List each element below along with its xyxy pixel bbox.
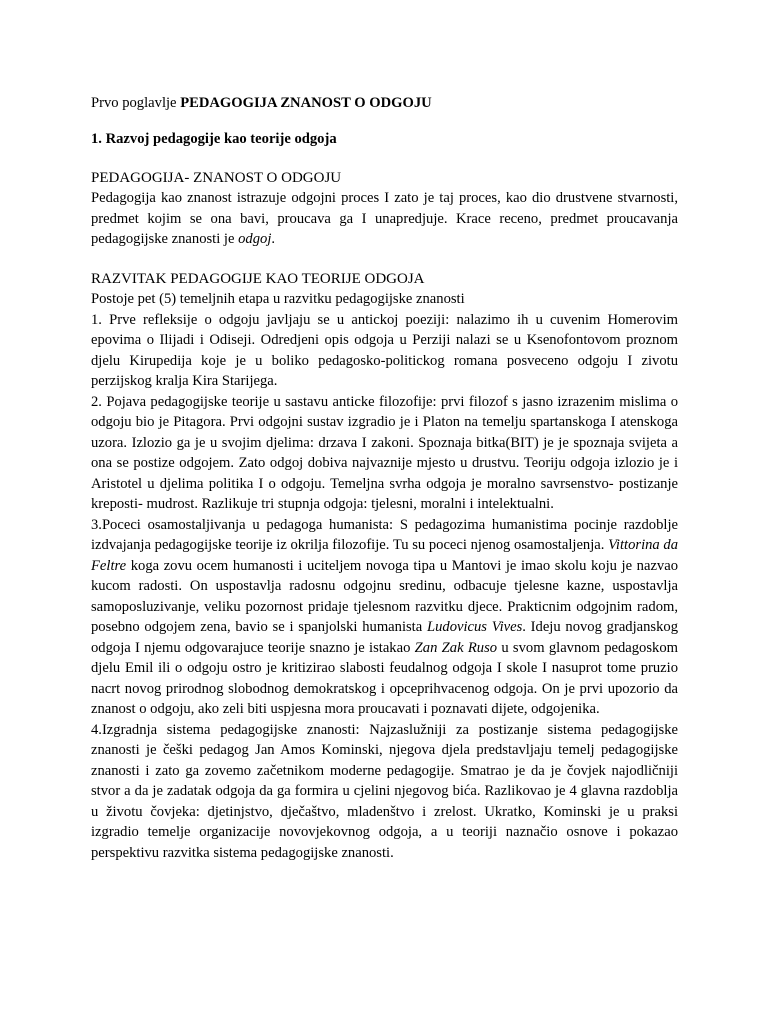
section-heading: 1. Razvoj pedagogije kao teorije odgoja <box>91 131 337 147</box>
chapter-prefix: Prvo poglavlje <box>91 95 181 111</box>
part2-heading: RAZVITAK PEDAGOGIJE KAO TEORIJE ODGOJA <box>91 270 425 287</box>
stage-item-3-name-2: Ludovicus Vives <box>426 619 523 635</box>
part1-text-after: . <box>271 231 276 247</box>
stage-item-1: 1. Prve refleksije o odgoju javljaju se u antickoj poeziji: nalazimo ih u cuvenim Homerovim epovima o Ilijadi i Odiseji. Odredjeni opis odgoja u Perziji nalazi se u Ksenofontovom proznom djelu Kirupedija koje je u boliko pedagosko-politickog romana posveceno odgoju I zivotu perzijskog kralja Kira Starijega. <box>91 311 678 389</box>
part1-text-before: Pedagogija kao znanost istrazuje odgojni proces I zato je taj proces, kao dio drustvene stvarnosti, predmet kojim se ona bavi, proucava ga I unapredjuje. Krace receno, predmet proucavanja pedagogijske znanosti je <box>91 190 678 247</box>
document-page <box>91 92 678 882</box>
part1-paragraph <box>91 188 678 250</box>
stage-item-3-name-1: Vittorina da Feltre <box>91 537 678 574</box>
chapter-name: PEDAGOGIJA ZNANOST O ODGOJU <box>180 95 432 111</box>
stage-item-4: 4.Izgradnja sistema pedagogijske znanosti: Najzaslužniji za postizanje sistema pedagogijske znanosti je češki pedagog Jan Amos Kominski, njegova djela predstavljaju temelj pedagogijske znanosti i zato ga zovemo začetnikom moderne pedagogije. Smatrao je da je čovjek najodličniji stvor a da je zadatak odgoja da ga formira u cjelini njegovog bića. Razlikovao je 4 glavna razdoblja u životu čovjeka: djetinjstvo, dječaštvo, mladenštvo i zrelost. Ukratko, Kominski je u praksi izgradio temelje organizacije novovjekovnog odgoja, a u teoriji naznačio osnove i pokazao perspektivu razvitka sistema pedagogijske znanosti. <box>91 721 678 861</box>
stage-item-3-name-3: Zan Zak Ruso <box>414 639 498 656</box>
stage-item-3-text-2: koga zovu ocem humanosti i uciteljem novoga tipa u Mantovi je imao skolu koju je nazvao kucom radosti. On uspostavlja radosnu odgojnu sredinu, odbacuje tjelesne kazne, uspostavlja samoposluzivanje, veliku pozornost pridaje tjelesnom razvitku djece. Prakticnim odgojnim radom, posebno odgojem zena, bavio se i spanjolski humanista <box>91 557 678 635</box>
stage-item-3-text-4: u svom glavnom pedagoskom djelu Emil ili o odgoju ostro je kritizirao slabosti feudalnog odgoja I skole I nasuprot tome pruzio nacrt novog prirodnog slobodnog demokratskog i opceprihvacenog odgoja. On je prvi upozorio da znanost o odgoju, ako zeli biti uspjesna mora proucavati i poznavati dijete, odgojenika. <box>91 639 678 717</box>
chapter-title <box>91 92 678 114</box>
part1-block <box>91 168 678 250</box>
stage-item-3 <box>91 515 678 720</box>
stage-item-3-text-3: . Ideju novog gradjanskog odgoja I njemu odgovarajuce teorije snazno je istakao <box>91 619 678 656</box>
part2-block <box>91 269 678 864</box>
part1-italic-term: odgoj <box>238 231 272 247</box>
stage-item-2: 2. Pojava pedagogijske teorije u sastavu anticke filozofije: prvi filozof s jasno izrazenim mislima o odgoju bio je Pitagora. Prvi odgojni sustav izgradio je i Platon na temelju spartanskoga I atenskoga uzora. Izlozio ga je u svojim djelima: drzava I zakoni. Spoznaja bitka(BIT) je je spoznaja svijeta a ona se postize odgojem. Zato odgoj dobiva najvaznije mjesto u drustvu. Teoriju odgoja izlozio je i Aristotel u djelima politika I o odgoju. Temeljna svrha odgoja je moralno savrsenstvo- postizanje kreposti- mudrost. Razlikuje tri stupnja odgoja: tjelesni, moralni i intelektualni. <box>91 393 678 512</box>
stage-item-3-text-1: 3.Poceci osamostaljivanja u pedagoga humanista: S pedagozima humanistima pocinje razdoblje izdvajanja pedagogijske teorije iz okrilja filozofije. Tu su poceci njenog osamostaljenja. <box>91 516 678 553</box>
part2-intro: Postoje pet (5) temeljnih etapa u razvitku pedagogijske znanosti <box>91 291 465 307</box>
part1-heading: PEDAGOGIJA- ZNANOST O ODGOJU <box>91 169 342 186</box>
